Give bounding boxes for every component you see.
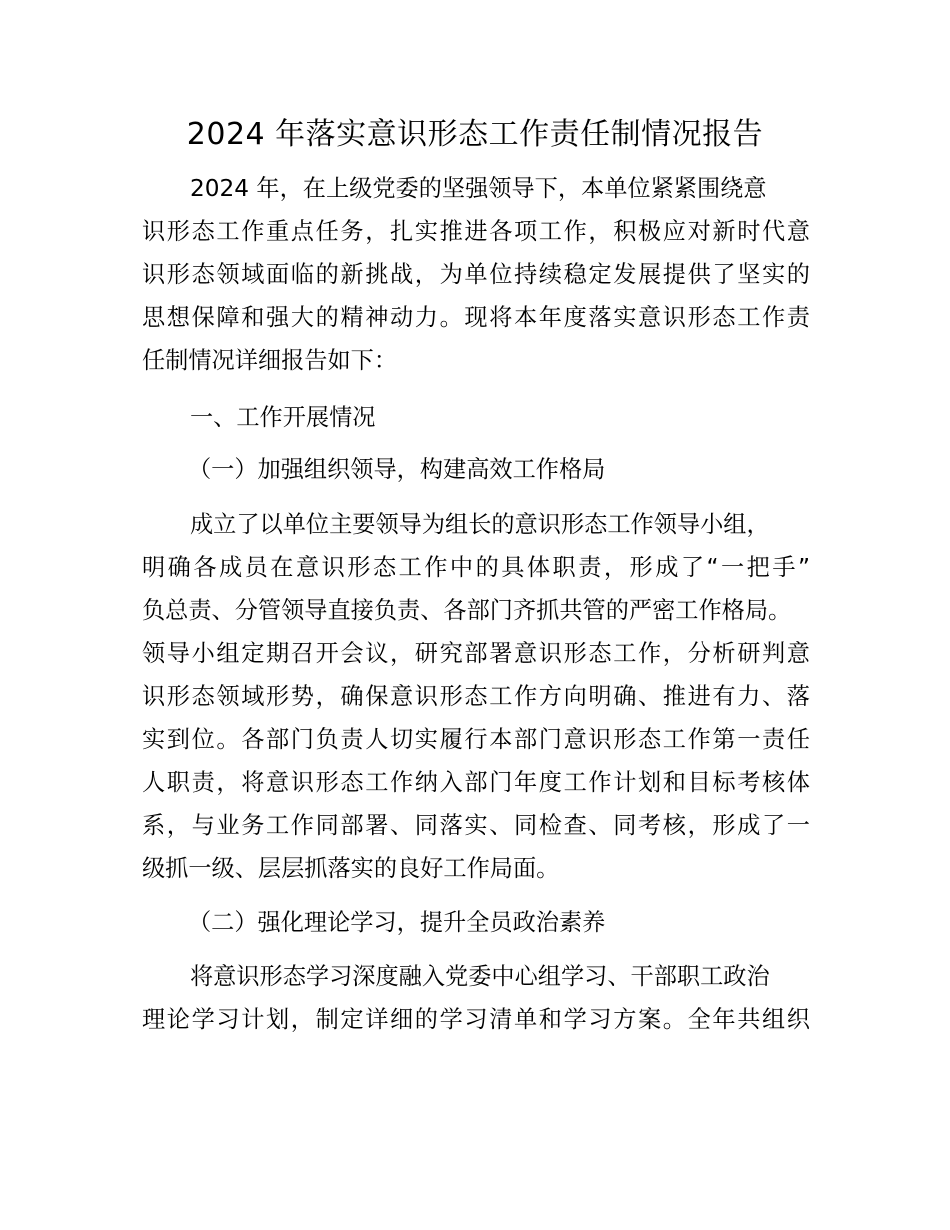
paragraph-line: 理论学习计划，制定详细的学习清单和学习方案。全年共组织: [142, 1006, 810, 1033]
paragraph-line: 人职责，将意识形态工作纳入部门年度工作计划和目标考核体: [142, 769, 810, 796]
subsection-heading: （一）加强组织领导，构建高效工作格局: [188, 456, 606, 483]
paragraph-line: 思想保障和强大的精神动力。现将本年度落实意识形态工作责: [142, 304, 810, 331]
paragraph-line: 实到位。各部门负责人切实履行本部门意识形态工作第一责任: [142, 726, 810, 753]
paragraph-line: 任制情况详细报告如下：: [142, 347, 398, 374]
paragraph-line: 2024 年，在上级党委的坚强领导下，本单位紧紧围绕意: [190, 175, 767, 202]
paragraph-line: 负总责、分管领导直接负责、各部门齐抓共管的严密工作格局。: [142, 597, 792, 624]
section-heading: 一、工作开展情况: [190, 404, 376, 431]
paragraph-line: 级抓一级、层层抓落实的良好工作局面。: [142, 855, 560, 882]
paragraph-line: 成立了以单位主要领导为组长的意识形态工作领导小组，: [190, 511, 770, 538]
paragraph-line: 系，与业务工作同部署、同落实、同检查、同考核，形成了一: [142, 812, 810, 839]
paragraph-line: 识形态领域面临的新挑战，为单位持续稳定发展提供了坚实的: [142, 261, 810, 288]
document-title: 2024 年落实意识形态工作责任制情况报告: [186, 117, 764, 152]
paragraph-line: 将意识形态学习深度融入党委中心组学习、干部职工政治: [190, 963, 770, 990]
paragraph-line: 领导小组定期召开会议，研究部署意识形态工作，分析研判意: [142, 640, 810, 667]
subsection-heading: （二）强化理论学习，提升全员政治素养: [188, 909, 606, 936]
paragraph-line: 明确各成员在意识形态工作中的具体职责，形成了“一把手”: [142, 554, 810, 581]
paragraph-line: 识形态工作重点任务，扎实推进各项工作，积极应对新时代意: [142, 218, 810, 245]
paragraph-line: 识形态领域形势，确保意识形态工作方向明确、推进有力、落: [142, 683, 810, 710]
